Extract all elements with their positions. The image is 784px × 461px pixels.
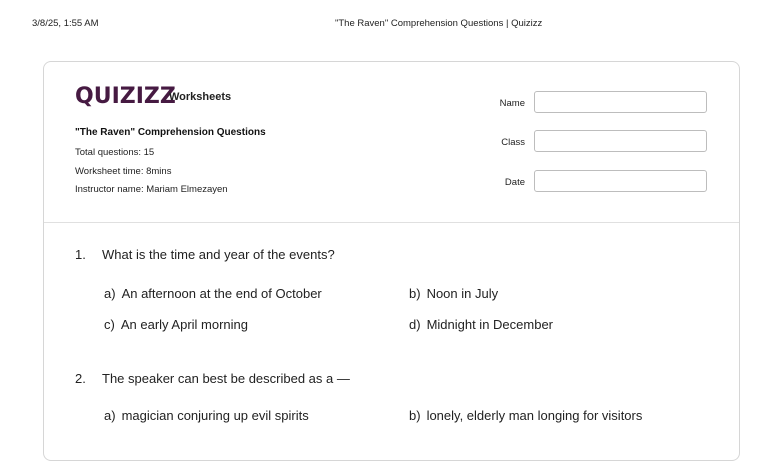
option-letter: c) — [104, 317, 115, 332]
option-text: An afternoon at the end of October — [121, 286, 322, 301]
date-field[interactable] — [534, 170, 707, 192]
print-datetime: 3/8/25, 1:55 AM — [32, 18, 99, 29]
option-d — [409, 317, 553, 332]
quizizz-logo: QUIZIZZ — [75, 84, 176, 109]
option-text: An early April morning — [120, 317, 249, 332]
date-label: Date — [504, 177, 525, 188]
name-label: Name — [499, 98, 525, 109]
question-number: 2. — [75, 371, 86, 386]
option-b — [409, 286, 498, 301]
instructor-name: Instructor name: Mariam Elmezayen — [75, 184, 228, 195]
option-letter: b) — [409, 408, 421, 423]
worksheet-header — [44, 62, 739, 223]
name-field[interactable] — [534, 91, 707, 113]
option-text: magician conjuring up evil spirits — [121, 408, 309, 423]
worksheet-card — [43, 61, 740, 461]
question-text: What is the time and year of the events? — [102, 247, 335, 262]
option-text: Midnight in December — [426, 317, 554, 332]
worksheet-title: "The Raven" Comprehension Questions — [75, 127, 266, 138]
question-number: 1. — [75, 247, 86, 262]
option-letter: a) — [104, 408, 116, 423]
option-letter: d) — [409, 317, 421, 332]
option-a — [104, 408, 309, 423]
option-a — [104, 286, 322, 301]
print-page-title: "The Raven" Comprehension Questions | Quizizz — [335, 18, 543, 29]
option-c — [104, 317, 248, 332]
option-text: Noon in July — [426, 286, 499, 301]
option-letter: a) — [104, 286, 116, 301]
option-text: lonely, elderly man longing for visitors — [426, 408, 643, 423]
option-b — [409, 408, 642, 423]
worksheets-label: Worksheets — [169, 91, 232, 103]
total-questions: Total questions: 15 — [75, 147, 155, 158]
question-text: The speaker can best be described as a — — [102, 371, 350, 386]
class-label: Class — [501, 137, 525, 148]
print-header — [0, 18, 784, 32]
worksheet-time: Worksheet time: 8mins — [75, 166, 172, 177]
class-field[interactable] — [534, 130, 707, 152]
option-letter: b) — [409, 286, 421, 301]
